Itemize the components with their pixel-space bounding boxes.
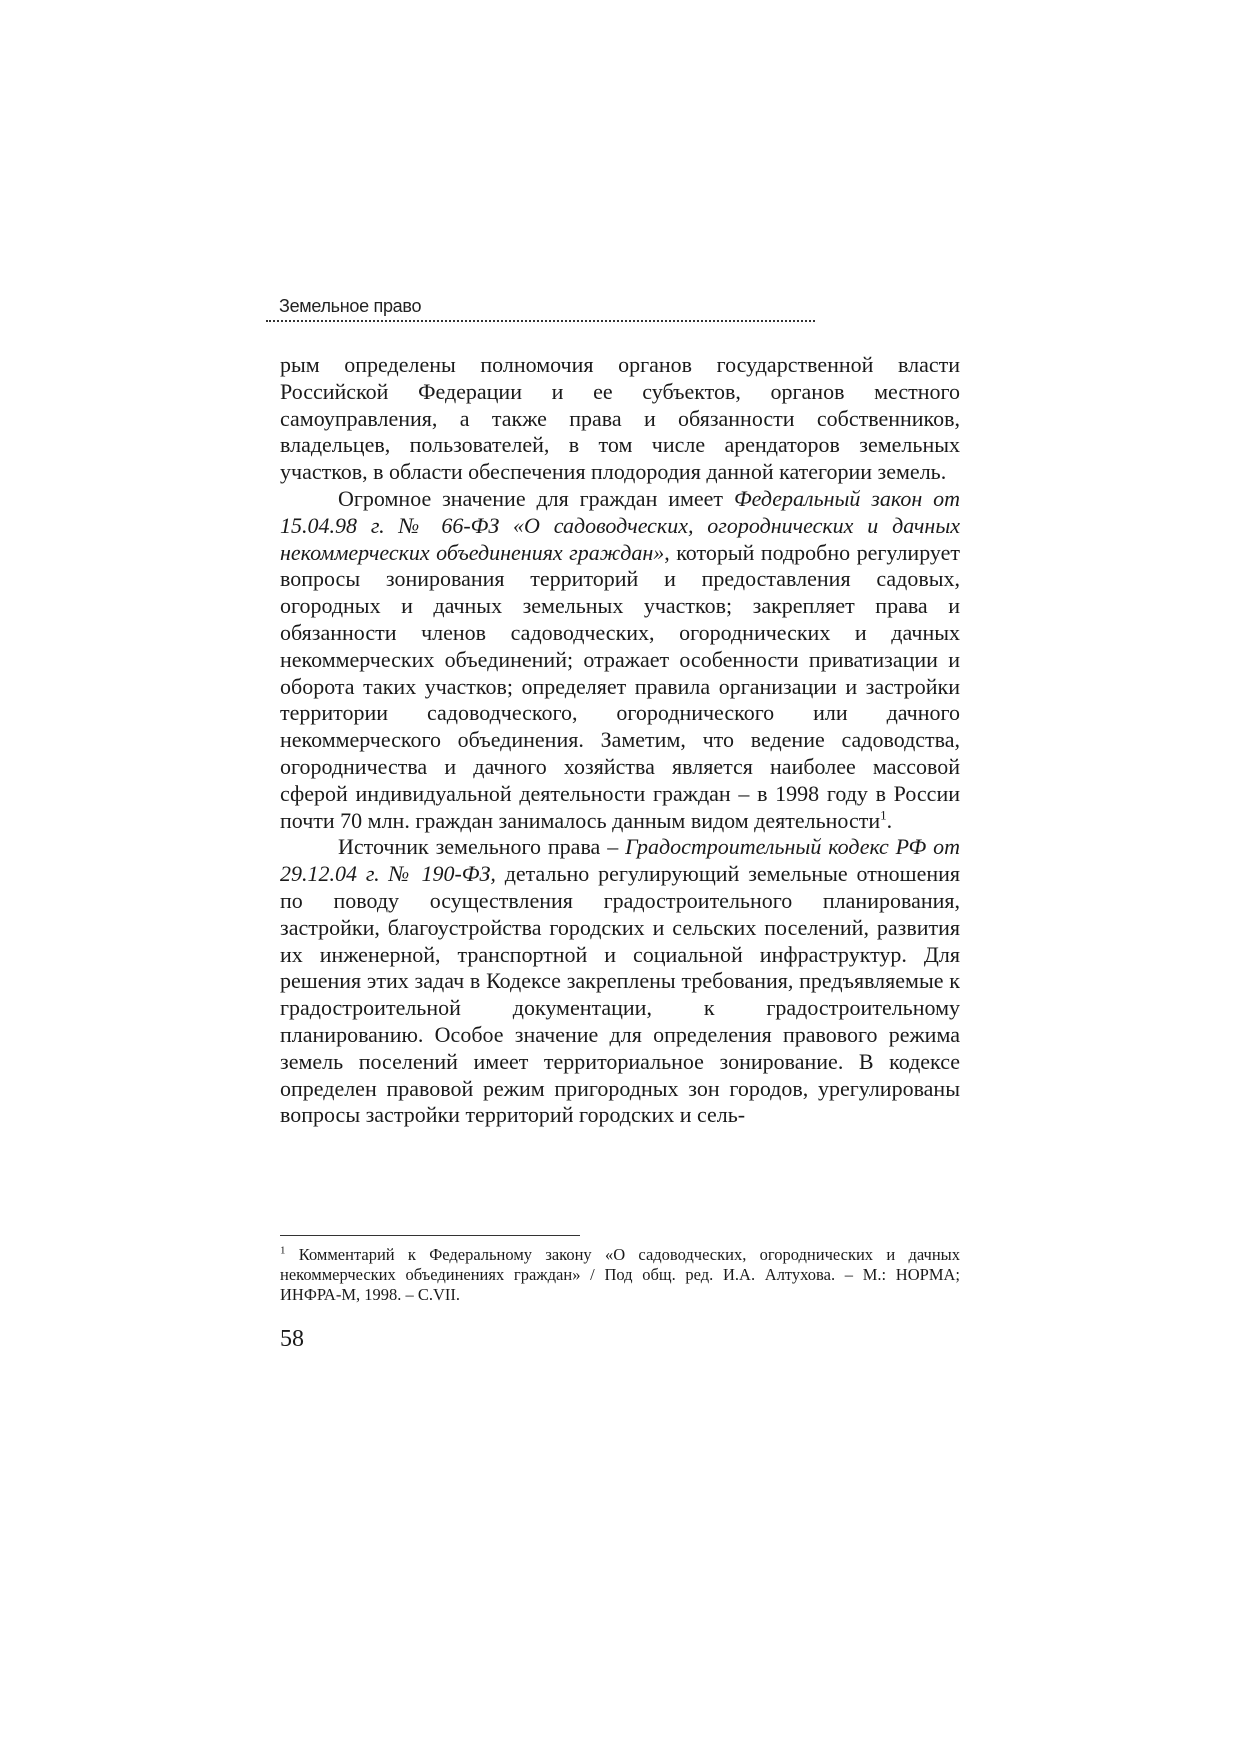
header-dotted-rule	[266, 320, 815, 322]
code-citation-190fz: Градостроительный кодекс РФ от 29.12.04 г. № 190-ФЗ,	[280, 834, 960, 887]
footnote-reference[interactable]: 1	[880, 807, 887, 823]
footnote-separator	[280, 1235, 580, 1236]
paragraph-2-end: .	[886, 807, 893, 833]
page-number: 58	[280, 1326, 304, 1352]
paragraph-1: рым определены полномочия органов государственной власти Российской Федерации и ее субъектов, органов местного самоуправления, а также права и обязанности собственников, владельцев, пользователей, в том числе арендаторов земельных участков, в области обеспечения плодородия данной категории земель.	[280, 352, 960, 485]
paragraph-2-rest: , который подробно регулирует вопросы зонирования территорий и предоставления садовых, огородных и дачных земельных участков; закрепляет права и обязанности членов садоводческих, огороднических и дачных некоммерческих объединений; отражает особенности приватизации и оборота таких участков; определяет правила организации и застройки территории садоводческого, огороднического или дачного некоммерческого объединения. Заметим, что ведение садоводства, огородничества и дачного хозяйства является наиболее массовой сферой индивидуальной деятельности граждан – в 1998 году в России почти 70 млн. граждан занималось данным видом деятельности	[280, 539, 960, 833]
footnote	[280, 1245, 960, 1305]
footnote-text: Комментарий к Федеральному закону «О садоводческих, огороднических и дачных некоммерческих объединениях граждан» / Под общ. ред. И.А. Алтухова. – М.: НОРМА; ИНФРА-М, 1998. – С.VII.	[280, 1245, 960, 1304]
paragraph-3-rest: детально регулирующий земельные отношения по поводу осуществления градостроительного планирования, застройки, благоустройства городских и сельских поселений, развития их инженерной, транспортной и социальной инфраструктур. Для решения этих задач в Кодексе закреплены требования, предъявляемые к градостроительной документации, к градостроительному планированию. Особое значение для определения правового режима земель поселений имеет территориальное зонирование. В кодексе определен правовой режим пригородных зон городов, урегулированы вопросы застройки территорий городских и сель-	[280, 861, 960, 1128]
paragraph-3-lead: Источник земельного права –	[338, 834, 626, 860]
running-head: Земельное право	[279, 296, 422, 316]
paragraph-2	[280, 486, 960, 834]
law-citation-66fz: Федеральный закон от 15.04.98 г. № 66-ФЗ «О садоводческих, огороднических и дачных некоммерческих объединениях граждан»	[280, 485, 961, 565]
paragraph-2-lead: Огромное значение для граждан имеет	[338, 485, 734, 511]
paragraph-3	[280, 834, 960, 1129]
footnote-marker: 1	[280, 1244, 286, 1257]
main-text	[280, 352, 960, 1129]
